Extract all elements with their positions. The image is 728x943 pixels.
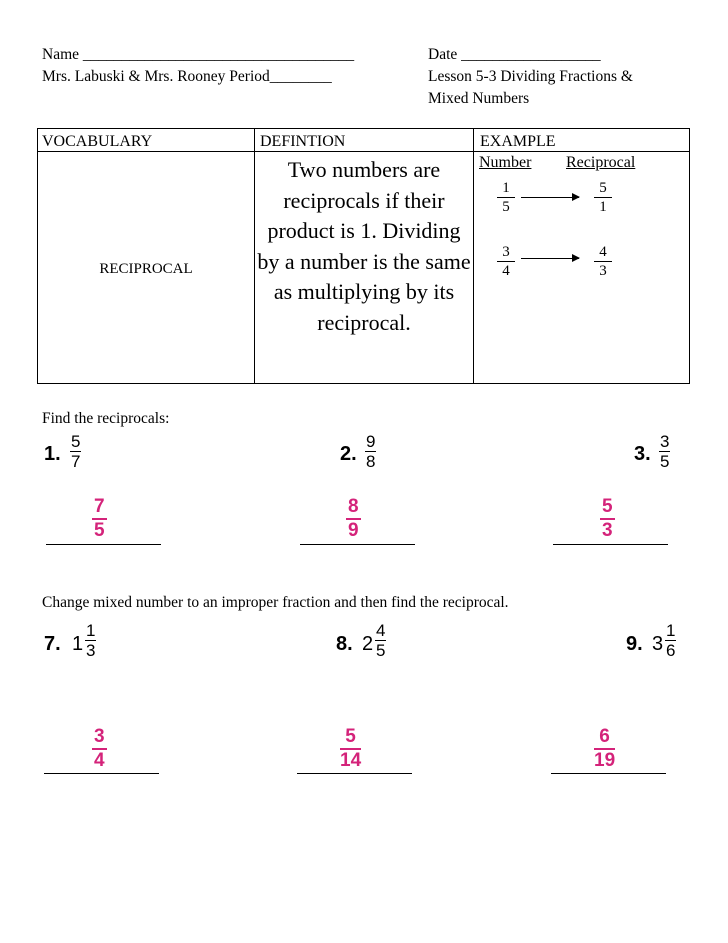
date-line[interactable]: Date __________________ <box>428 46 601 63</box>
denominator: 3 <box>86 641 96 660</box>
answer-numerator: 8 <box>346 496 361 520</box>
example-reciprocal-fraction <box>594 243 612 280</box>
problem-label: 3. <box>634 443 651 465</box>
answer-numerator: 3 <box>92 726 107 750</box>
answer-blank[interactable] <box>44 773 159 774</box>
answer-numerator: 6 <box>594 726 615 750</box>
denominator: 8 <box>366 452 376 471</box>
answer-numerator: 7 <box>92 496 107 520</box>
instruction-mixed-numbers: Change mixed number to an improper fraction and then find the reciprocal. <box>42 594 509 611</box>
answer-blank[interactable] <box>553 544 668 545</box>
table-divider <box>473 129 474 383</box>
whole-number: 3 <box>652 633 664 655</box>
problem-fraction <box>375 621 386 660</box>
definition-text: Two numbers are reciprocals if their product is 1. Dividing by a number is the same as multiplying by its reciprocal. <box>257 157 471 335</box>
answer-numerator: 5 <box>340 726 361 750</box>
vocab-term: RECIPROCAL <box>99 261 193 277</box>
problem-label: 1. <box>44 443 61 465</box>
denominator: 5 <box>502 199 510 215</box>
answer-blank[interactable] <box>551 773 666 774</box>
answer-blank[interactable] <box>300 544 415 545</box>
denominator: 5 <box>660 452 670 471</box>
numerator: 9 <box>366 432 376 451</box>
answer-denominator: 19 <box>594 750 616 771</box>
example-reciprocal-heading: Reciprocal <box>566 154 636 171</box>
lesson-title: Lesson 5-3 Dividing Fractions & <box>428 68 633 85</box>
problem-fraction <box>70 432 81 471</box>
denominator: 7 <box>71 452 81 471</box>
denominator: 1 <box>599 199 607 215</box>
problem-label: 2. <box>340 443 357 465</box>
denominator: 5 <box>376 641 386 660</box>
answer-denominator: 14 <box>340 750 362 771</box>
example-reciprocal-fraction <box>594 179 612 216</box>
answer-denominator: 4 <box>94 750 105 771</box>
answer-blank[interactable] <box>297 773 412 774</box>
whole-number: 1 <box>72 633 84 655</box>
answer-fraction <box>346 496 361 542</box>
answer-blank[interactable] <box>46 544 161 545</box>
problem-label: 8. <box>336 633 353 655</box>
numerator: 1 <box>86 621 96 640</box>
arrow-icon <box>521 258 579 259</box>
answer-fraction <box>340 726 361 772</box>
instruction-find-reciprocals: Find the reciprocals: <box>42 410 170 427</box>
answer-numerator: 5 <box>600 496 615 520</box>
answer-denominator: 3 <box>602 520 613 541</box>
answer-fraction <box>594 726 615 772</box>
numerator: 3 <box>497 243 515 262</box>
answer-fraction <box>92 496 107 542</box>
example-number-fraction <box>497 179 515 216</box>
example-number-heading: Number <box>479 154 532 171</box>
denominator: 4 <box>502 263 510 279</box>
answer-fraction <box>92 726 107 772</box>
denominator: 6 <box>666 641 676 660</box>
header-definition: DEFINTION <box>260 133 346 150</box>
arrow-icon <box>521 197 579 198</box>
name-line[interactable]: Name ___________________________________ <box>42 46 355 63</box>
numerator: 3 <box>660 432 670 451</box>
denominator: 3 <box>599 263 607 279</box>
problem-fraction <box>665 621 676 660</box>
numerator: 5 <box>71 432 81 451</box>
vocabulary-table <box>37 128 690 384</box>
teachers-period-line[interactable]: Mrs. Labuski & Mrs. Rooney Period________ <box>42 68 332 85</box>
problem-label: 7. <box>44 633 61 655</box>
numerator: 1 <box>666 621 676 640</box>
numerator: 4 <box>594 243 612 262</box>
answer-fraction <box>600 496 615 542</box>
problem-label: 9. <box>626 633 643 655</box>
header-example: EXAMPLE <box>480 133 556 150</box>
numerator: 5 <box>594 179 612 198</box>
answer-denominator: 5 <box>94 520 105 541</box>
problem-fraction <box>365 432 376 471</box>
header-vocabulary: VOCABULARY <box>42 133 153 150</box>
example-number-fraction <box>497 243 515 280</box>
whole-number: 2 <box>362 633 374 655</box>
lesson-subtitle: Mixed Numbers <box>428 90 530 107</box>
numerator: 4 <box>376 621 386 640</box>
problem-fraction <box>85 621 96 660</box>
answer-denominator: 9 <box>348 520 359 541</box>
numerator: 1 <box>497 179 515 198</box>
table-divider <box>254 129 255 383</box>
problem-fraction <box>659 432 670 471</box>
